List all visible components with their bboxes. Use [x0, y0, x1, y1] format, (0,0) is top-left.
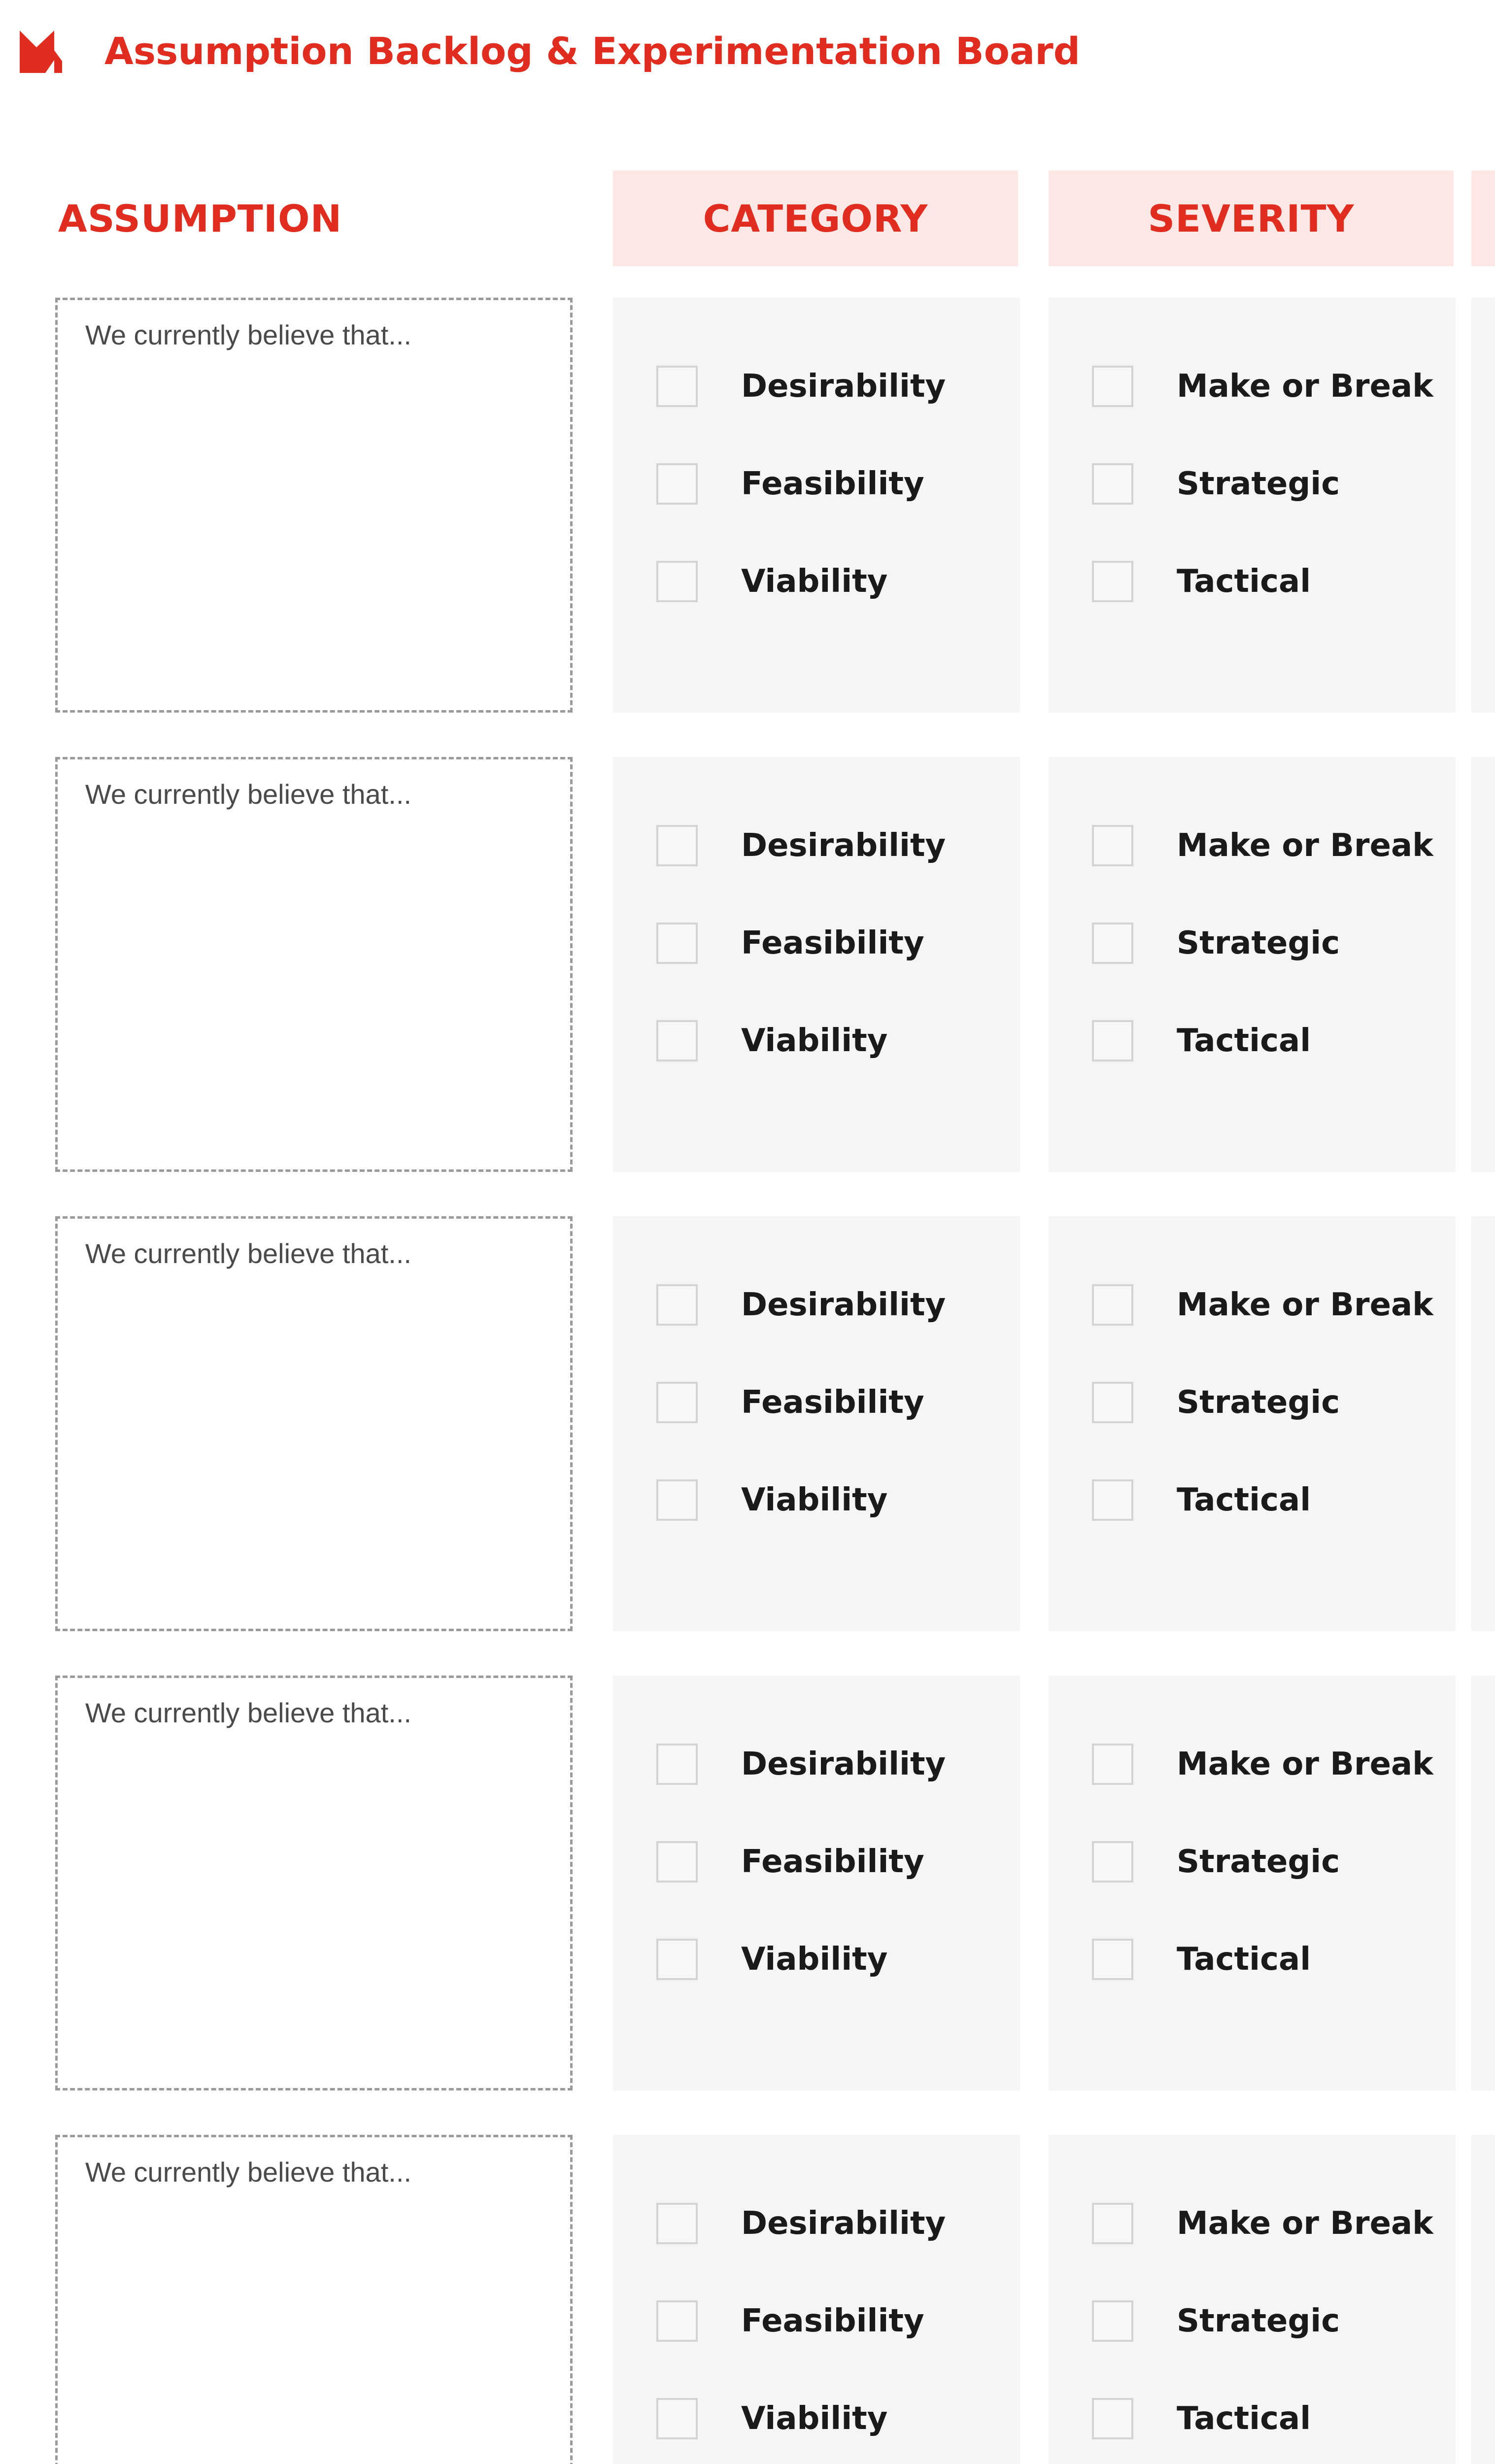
option-label: Desirability	[741, 2205, 946, 2242]
category-option-feasibility[interactable]	[613, 459, 1020, 509]
checkbox[interactable]	[656, 1479, 698, 1521]
severity-option-tactical[interactable]	[1049, 1475, 1456, 1525]
option-label: Viability	[741, 2400, 888, 2437]
column-header-severity: SEVERITY	[1049, 171, 1454, 266]
option-label: Strategic	[1177, 1844, 1340, 1880]
severity-option-strategic[interactable]	[1049, 459, 1456, 509]
option-label: Feasibility	[741, 1384, 924, 1421]
severity-option-strategic[interactable]	[1049, 2296, 1456, 2346]
checkbox[interactable]	[1092, 2300, 1133, 2342]
checkbox[interactable]	[656, 2300, 698, 2342]
option-label: Feasibility	[741, 1844, 924, 1880]
category-option-desirability[interactable]	[613, 1740, 1020, 1789]
option-label: Desirability	[741, 1746, 946, 1782]
checkbox[interactable]	[1092, 1479, 1133, 1521]
checkbox[interactable]	[1092, 923, 1133, 964]
option-label: Desirability	[741, 827, 946, 864]
checkbox[interactable]	[656, 1744, 698, 1785]
option-label: Tactical	[1177, 2400, 1311, 2437]
column-header-category: CATEGORY	[613, 171, 1018, 266]
category-panel	[613, 757, 1020, 1172]
category-option-viability[interactable]	[613, 1935, 1020, 1984]
severity-panel	[1049, 298, 1456, 713]
option-label: Viability	[741, 1941, 888, 1978]
assumption-input[interactable]: We currently believe that...	[55, 1216, 573, 1631]
option-label: Viability	[741, 563, 888, 600]
category-panel	[613, 1216, 1020, 1631]
checkbox[interactable]	[1092, 1744, 1133, 1785]
checkbox[interactable]	[656, 366, 698, 407]
category-option-feasibility[interactable]	[613, 1378, 1020, 1427]
checkbox[interactable]	[656, 825, 698, 866]
assumption-row	[0, 1676, 1495, 2090]
option-label: Make or Break	[1177, 1746, 1433, 1782]
category-option-desirability[interactable]	[613, 1280, 1020, 1330]
option-label: Strategic	[1177, 466, 1340, 502]
checkbox[interactable]	[656, 923, 698, 964]
option-label: Make or Break	[1177, 368, 1433, 405]
option-label: Desirability	[741, 1287, 946, 1323]
category-panel	[613, 1676, 1020, 2090]
option-label: Strategic	[1177, 1384, 1340, 1421]
checkbox[interactable]	[1092, 1020, 1133, 1061]
checkbox[interactable]	[656, 1284, 698, 1326]
severity-panel	[1049, 2135, 1456, 2464]
next-column-panel	[1471, 298, 1495, 713]
checkbox[interactable]	[656, 2398, 698, 2439]
severity-panel	[1049, 1676, 1456, 2090]
m-logo-icon	[20, 31, 62, 73]
option-label: Strategic	[1177, 925, 1340, 961]
option-label: Make or Break	[1177, 827, 1433, 864]
checkbox[interactable]	[1092, 2203, 1133, 2244]
checkbox[interactable]	[1092, 1939, 1133, 1980]
category-option-viability[interactable]	[613, 1016, 1020, 1065]
next-column-panel	[1471, 1216, 1495, 1631]
category-option-feasibility[interactable]	[613, 1837, 1020, 1886]
assumption-row	[0, 2135, 1495, 2464]
category-option-viability[interactable]	[613, 1475, 1020, 1525]
option-label: Feasibility	[741, 925, 924, 961]
category-panel	[613, 2135, 1020, 2464]
option-label: Viability	[741, 1023, 888, 1059]
severity-option-tactical[interactable]	[1049, 557, 1456, 606]
checkbox[interactable]	[1092, 1841, 1133, 1882]
severity-panel	[1049, 1216, 1456, 1631]
checkbox[interactable]	[656, 463, 698, 505]
option-label: Desirability	[741, 368, 946, 405]
option-label: Make or Break	[1177, 1287, 1433, 1323]
checkbox[interactable]	[1092, 463, 1133, 505]
category-panel	[613, 298, 1020, 713]
severity-panel	[1049, 757, 1456, 1172]
category-option-feasibility[interactable]	[613, 2296, 1020, 2346]
option-label: Feasibility	[741, 466, 924, 502]
assumption-row	[0, 298, 1495, 713]
checkbox[interactable]	[656, 1020, 698, 1061]
assumption-row	[0, 1216, 1495, 1631]
assumption-input[interactable]: We currently believe that...	[55, 757, 573, 1172]
option-label: Viability	[741, 1482, 888, 1518]
option-label: Tactical	[1177, 563, 1311, 600]
severity-option-make-or-break[interactable]	[1049, 1280, 1456, 1330]
severity-option-make-or-break[interactable]	[1049, 362, 1456, 411]
checkbox[interactable]	[1092, 1382, 1133, 1423]
column-header-next	[1471, 171, 1495, 266]
checkbox[interactable]	[1092, 1284, 1133, 1326]
checkbox[interactable]	[656, 1382, 698, 1423]
severity-option-tactical[interactable]	[1049, 1935, 1456, 1984]
next-column-panel	[1471, 757, 1495, 1172]
severity-option-make-or-break[interactable]	[1049, 2199, 1456, 2248]
option-label: Tactical	[1177, 1941, 1311, 1978]
option-label: Feasibility	[741, 2303, 924, 2339]
checkbox[interactable]	[1092, 366, 1133, 407]
assumption-rows	[0, 298, 1495, 2464]
assumption-input[interactable]: We currently believe that...	[55, 298, 573, 713]
severity-option-make-or-break[interactable]	[1049, 821, 1456, 870]
next-column-panel	[1471, 2135, 1495, 2464]
severity-option-tactical[interactable]	[1049, 2394, 1456, 2443]
assumption-row	[0, 757, 1495, 1172]
next-column-panel	[1471, 1676, 1495, 2090]
checkbox[interactable]	[656, 1939, 698, 1980]
column-header-assumption: ASSUMPTION	[58, 196, 342, 240]
page-title: Assumption Backlog & Experimentation Board	[104, 29, 1081, 73]
category-option-desirability[interactable]	[613, 2199, 1020, 2248]
category-option-desirability[interactable]	[613, 821, 1020, 870]
category-option-viability[interactable]	[613, 2394, 1020, 2443]
option-label: Strategic	[1177, 2303, 1340, 2339]
checkbox[interactable]	[1092, 561, 1133, 602]
option-label: Tactical	[1177, 1482, 1311, 1518]
option-label: Tactical	[1177, 1023, 1311, 1059]
assumption-input[interactable]: We currently believe that...	[55, 1676, 573, 2090]
severity-option-strategic[interactable]	[1049, 919, 1456, 968]
severity-option-tactical[interactable]	[1049, 1016, 1456, 1065]
severity-option-strategic[interactable]	[1049, 1378, 1456, 1427]
severity-option-strategic[interactable]	[1049, 1837, 1456, 1886]
checkbox[interactable]	[656, 2203, 698, 2244]
checkbox[interactable]	[1092, 2398, 1133, 2439]
severity-option-make-or-break[interactable]	[1049, 1740, 1456, 1789]
checkbox[interactable]	[1092, 825, 1133, 866]
option-label: Make or Break	[1177, 2205, 1433, 2242]
assumption-input[interactable]: We currently believe that...	[55, 2135, 573, 2464]
category-option-feasibility[interactable]	[613, 919, 1020, 968]
checkbox[interactable]	[656, 1841, 698, 1882]
category-option-desirability[interactable]	[613, 362, 1020, 411]
category-option-viability[interactable]	[613, 557, 1020, 606]
checkbox[interactable]	[656, 561, 698, 602]
